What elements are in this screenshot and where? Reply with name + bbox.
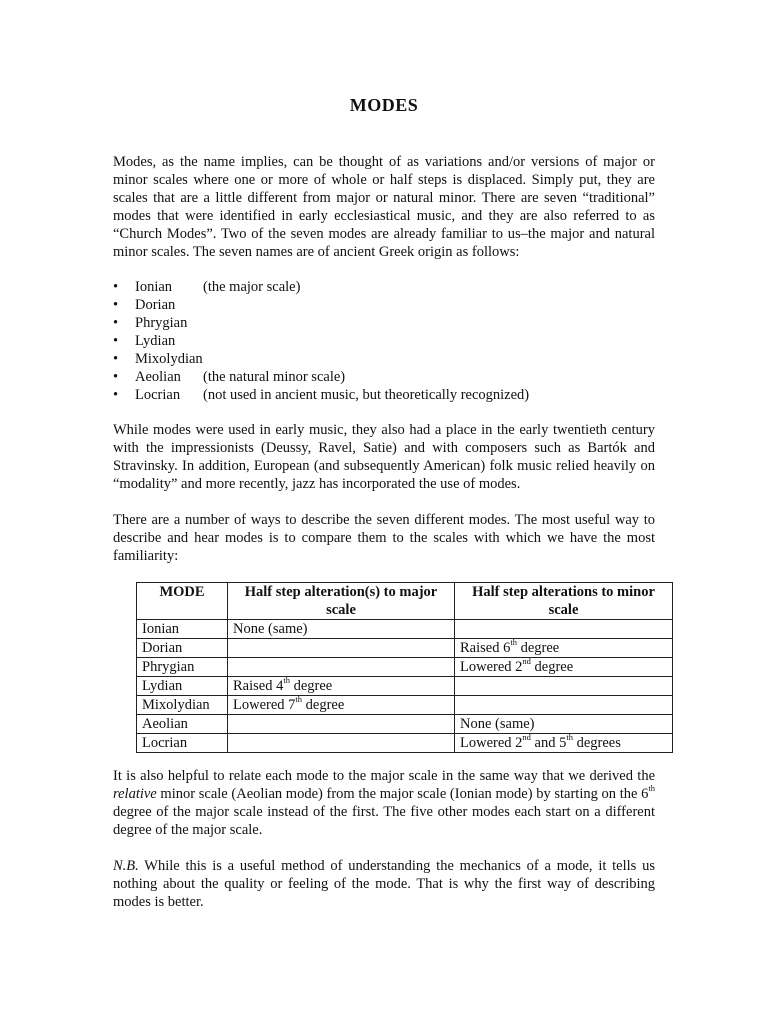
table-row — [137, 658, 673, 677]
describe-paragraph: There are a number of ways to describe the seven different modes. The most useful way to describe and hear modes is to compare them to the scales with which we have the most familiarity: — [113, 512, 655, 564]
list-item — [113, 368, 655, 386]
cell-mode: Locrian — [137, 734, 228, 753]
bullet-icon: • — [113, 387, 119, 403]
cell-major — [228, 715, 455, 734]
mode-name: Ionian — [135, 279, 173, 295]
bullet-icon: • — [113, 333, 119, 349]
relate-emphasis: relative — [113, 786, 157, 802]
list-item — [113, 296, 655, 314]
cell-mode: Ionian — [137, 620, 228, 639]
relate-text-2: minor scale (Aeolian mode) from the major scale (Ionian mode) by starting on the 6 — [156, 786, 649, 802]
relate-paragraph — [113, 767, 655, 839]
nb-paragraph — [113, 857, 655, 911]
cell-minor: Lowered 2nd and 5th degrees — [455, 734, 673, 753]
cell-minor — [455, 620, 673, 639]
bullet-icon: • — [113, 351, 119, 367]
table-row — [137, 620, 673, 639]
table-row — [137, 715, 673, 734]
header-minor: Half step alterations to minor scale — [455, 583, 673, 620]
mode-list — [113, 278, 655, 404]
cell-major — [228, 639, 455, 658]
cell-major — [228, 734, 455, 753]
table-row — [137, 696, 673, 715]
cell-minor: Lowered 2nd degree — [455, 658, 673, 677]
mode-name: Lydian — [135, 333, 176, 349]
list-item — [113, 314, 655, 332]
list-item — [113, 278, 655, 296]
list-item — [113, 386, 655, 404]
list-item — [113, 350, 655, 368]
mode-name: Mixolydian — [135, 351, 203, 367]
nb-text: While this is a useful method of understanding the mechanics of a mode, it tells us nothing about the quality or feeling of the mode. That is why the first way of describing modes is better. — [113, 858, 655, 910]
cell-major: Raised 4th degree — [228, 677, 455, 696]
mode-note: (the natural minor scale) — [203, 369, 346, 385]
intro-paragraph: Modes, as the name implies, can be thought of as variations and/or versions of major or minor scales where one or more of whole or half steps is displaced. Simply put, they are scales that are a little different from major or natural minor. There are seven “traditional” modes that were identified in early ecclesiastical music, and they are also referred to as “Church Modes”. Two of the seven modes are already familiar to us–the major and natural minor scales. The seven names are of ancient Greek origin as follows: — [113, 154, 655, 260]
relate-text-3: degree of the major scale instead of the first. The five other modes each start on a different degree of the major scale. — [113, 804, 655, 838]
cell-mode: Lydian — [137, 677, 228, 696]
table-row — [137, 639, 673, 658]
cell-minor — [455, 696, 673, 715]
list-item — [113, 332, 655, 350]
cell-mode: Dorian — [137, 639, 228, 658]
cell-mode: Mixolydian — [137, 696, 228, 715]
header-mode: MODE — [137, 583, 228, 620]
bullet-icon: • — [113, 369, 119, 385]
nb-label: N.B. — [113, 858, 139, 874]
cell-mode: Phrygian — [137, 658, 228, 677]
bullet-icon: • — [113, 279, 119, 295]
cell-major: Lowered 7th degree — [228, 696, 455, 715]
header-major: Half step alteration(s) to major scale — [228, 583, 455, 620]
modes-table — [136, 582, 673, 753]
table-row — [137, 734, 673, 753]
cell-minor: Raised 6th degree — [455, 639, 673, 658]
cell-mode: Aeolian — [137, 715, 228, 734]
bullet-icon: • — [113, 315, 119, 331]
cell-minor — [455, 677, 673, 696]
relate-superscript: th — [648, 783, 655, 794]
table-body — [137, 620, 673, 753]
table-row — [137, 677, 673, 696]
history-paragraph: While modes were used in early music, they also had a place in the early twentieth century with the impressionists (Deussy, Ravel, Satie) and with composers such as Bartók and Stravinsky. In addition, European (and subsequently American) folk music relied heavily on “modality” and more recently, jazz has incorporated the use of modes. — [113, 422, 655, 492]
table-header-row — [137, 583, 673, 620]
page-title: MODES — [349, 95, 419, 115]
relate-text-1: It is also helpful to relate each mode to the major scale in the same way that we derived the — [113, 768, 655, 784]
mode-name: Locrian — [135, 387, 181, 403]
bullet-icon: • — [113, 297, 119, 313]
cell-minor: None (same) — [455, 715, 673, 734]
cell-major: None (same) — [228, 620, 455, 639]
mode-name: Phrygian — [135, 315, 188, 331]
mode-name: Aeolian — [135, 369, 181, 385]
mode-note: (not used in ancient music, but theoretically recognized) — [203, 387, 530, 403]
cell-major — [228, 658, 455, 677]
mode-name: Dorian — [135, 297, 176, 313]
mode-note: (the major scale) — [203, 279, 301, 295]
